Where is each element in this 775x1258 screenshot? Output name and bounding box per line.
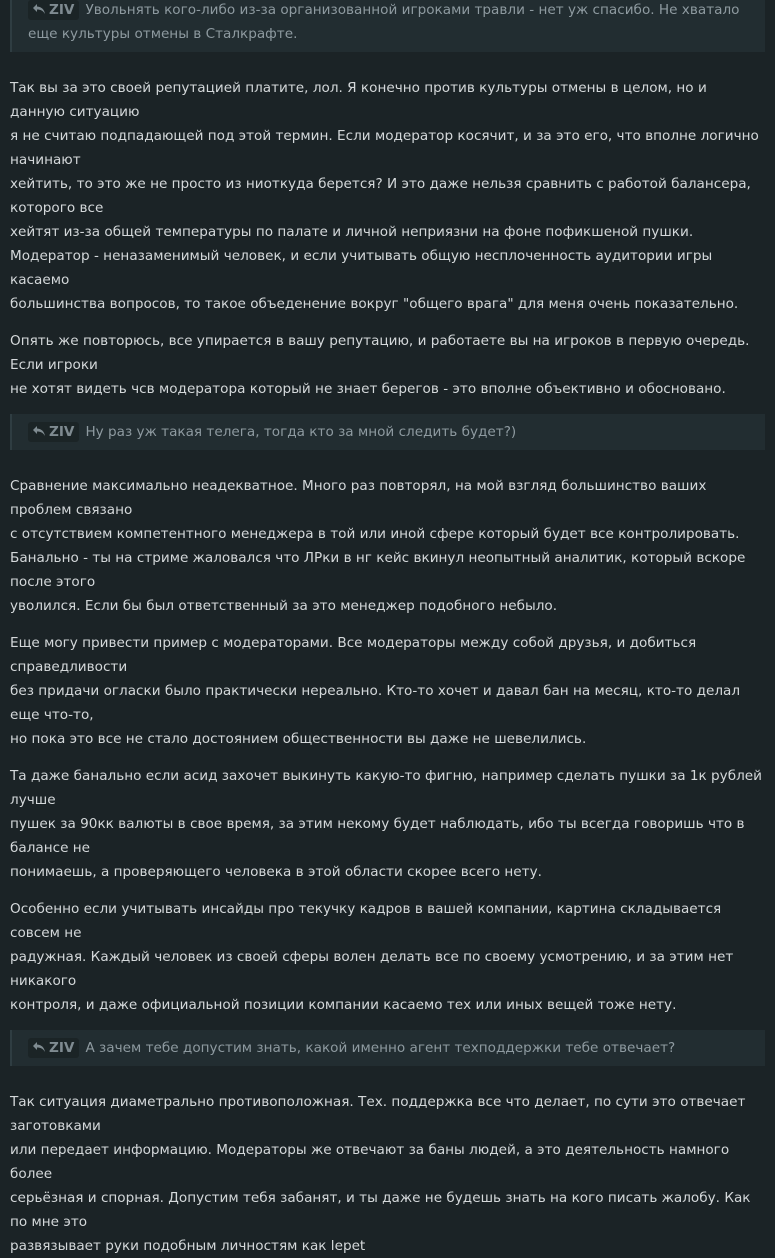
- reply-arrow-icon: [32, 3, 46, 15]
- paragraph-line: я не считаю подпадающей под этой термин. Если модератор косячит, и за это его, что вполне логично начинают: [10, 128, 759, 168]
- paragraph-line: Так вы за это своей репутацией платите, лол. Я конечно против культуры отмены в целом, но и данную ситуацию: [10, 80, 707, 120]
- paragraph-line: хейтят из-за общей температуры по палате и личной неприязни на фоне пофикшеной пушки.: [10, 224, 694, 240]
- paragraph-line: развязывает руки подобным личностям как lepet: [10, 1238, 366, 1254]
- paragraph-line: но пока это все не стало достоянием общественности вы даже не шевелились.: [10, 731, 587, 747]
- quote-author-link[interactable]: [28, 1038, 79, 1058]
- paragraph-line: Опять же повторюсь, все упирается в вашу репутацию, и работаете вы на игроков в первую очередь. Если игроки: [10, 333, 750, 373]
- paragraph-line: уволился. Если бы был ответственный за это менеджер подобного небыло.: [10, 598, 558, 614]
- paragraph-line: Особенно если учитывать инсайды про текучку кадров в вашей компании, картина складывается совсем не: [10, 901, 722, 941]
- paragraph-line: пушек за 90кк валюты в свое время, за этим некому будет наблюдать, ибо ты всегда говоришь что в балансе не: [10, 816, 745, 856]
- quote-author-link[interactable]: [28, 0, 79, 20]
- quote-block: [10, 0, 765, 52]
- paragraph-line: не хотят видеть чсв модератора который не знает берегов - это вполне объективно и обосновано.: [10, 381, 726, 397]
- quote-block: [10, 414, 765, 450]
- paragraph: [10, 76, 765, 316]
- paragraph-line: серьёзная и спорная. Допустим тебя забанят, и ты даже не будешь знать на кого писать жалобу. Как по мне это: [10, 1190, 751, 1230]
- paragraph-line: понимаешь, а проверяющего человека в этой области скорее всего нету.: [10, 864, 542, 880]
- paragraph: [10, 897, 765, 1017]
- paragraph-line: Модератор - неназаменимый человек, и если учитывать общую несплоченность аудитории игры касаемо: [10, 248, 713, 288]
- paragraph-line: хейтить, то это же не просто из ниоткуда берется? И это даже нельзя сравнить с работой балансера, которого все: [10, 176, 751, 216]
- paragraph-line: радужная. Каждый человек из своей сферы волен делать все по своему усмотрению, и за этим нет никакого: [10, 949, 734, 989]
- paragraph-line: Банально - ты на стриме жаловался что ЛРки в нг кейс вкинул неопытный аналитик, который вскоре после этого: [10, 550, 746, 590]
- paragraph-line: контроля, и даже официальной позиции компании касаемо тех или иных вещей тоже нету.: [10, 997, 677, 1013]
- quote-author-name: ZIV: [49, 424, 75, 440]
- paragraph-line: большинства вопросов, то такое объеденение вокруг "общего врага" для меня очень показательно.: [10, 296, 739, 312]
- paragraph: [10, 631, 765, 751]
- paragraph: [10, 764, 765, 884]
- reply-arrow-icon: [32, 425, 46, 437]
- paragraph-line: Та даже банально если асид захочет выкинуть какую-то фигню, например сделать пушки за 1к рублей лучше: [10, 768, 762, 808]
- quote-text: А зачем тебе допустим знать, какой именно агент техподдержки тебе отвечает?: [85, 1040, 676, 1056]
- paragraph-line: без придачи огласки было практически нереально. Кто-то хочет и давал бан на месяц, кто-то делал еще что-то,: [10, 683, 741, 723]
- quote-author-link[interactable]: [28, 422, 79, 442]
- paragraph-line: Так ситуация диаметрально противоположная. Тех. поддержка все что делает, по сути это отвечает заготовками: [10, 1094, 746, 1134]
- quote-author-name: ZIV: [49, 2, 75, 18]
- paragraph: [10, 474, 765, 618]
- paragraph: [10, 1090, 765, 1258]
- quote-text: Увольнять кого-либо из-за организованной игроками травли - нет уж спасибо. Не хватало еще культуры отмены в Сталкрафте.: [28, 2, 740, 42]
- quote-author-name: ZIV: [49, 1040, 75, 1056]
- paragraph-line: Еще могу привести пример с модераторами. Все модераторы между собой друзья, и добиться справедливости: [10, 635, 697, 675]
- paragraph-line: или передает информацию. Модераторы же отвечают за баны людей, а это деятельность намного более: [10, 1142, 730, 1182]
- quote-block: [10, 1030, 765, 1066]
- quote-text: Ну раз уж такая телега, тогда кто за мной следить будет?): [85, 424, 517, 440]
- paragraph: [10, 329, 765, 401]
- reply-arrow-icon: [32, 1041, 46, 1053]
- paragraph-line: Сравнение максимально неадекватное. Много раз повторял, на мой взгляд большинство ваших проблем связано: [10, 478, 707, 518]
- paragraph-line: с отсутствием компетентного менеджера в той или иной сфере который будет все контролировать.: [10, 526, 740, 542]
